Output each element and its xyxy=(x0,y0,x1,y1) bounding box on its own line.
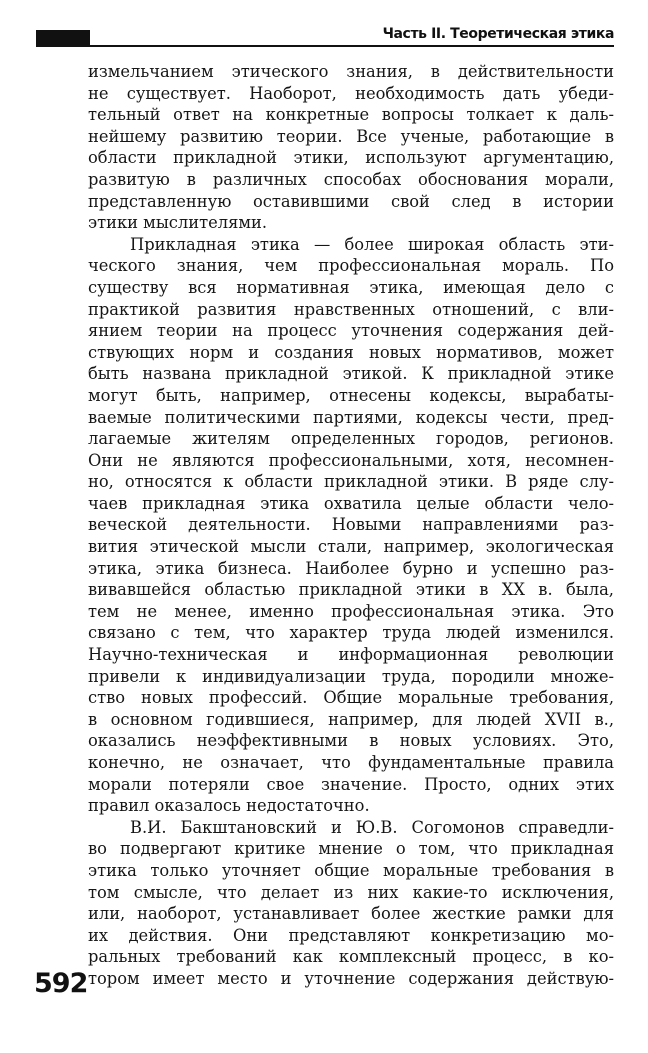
text-line: этика, этика бизнеса. Наиболее бурно и успешно раз- xyxy=(88,558,614,578)
text-line: веческой деятельности. Новыми направлениями раз- xyxy=(88,515,614,535)
text-line: лагаемые жителям определенных городов, регионов. xyxy=(88,429,614,449)
header-rule xyxy=(36,45,614,47)
text-line: их действия. Они представляют конкретизацию мо- xyxy=(88,925,614,945)
body-text xyxy=(88,61,614,990)
text-line: Они не являются профессиональными, хотя, несомнен- xyxy=(88,450,614,470)
text-line: могут быть, например, отнесены кодексы, вырабаты- xyxy=(88,385,614,405)
text-line: измельчанием этического знания, в действительности xyxy=(88,62,614,81)
text-line-paragraph-start: Прикладная этика — более широкая область эти- xyxy=(130,234,614,254)
text-line: этика только уточняет общие моральные требования в xyxy=(88,860,614,880)
text-line: этики мыслителями. xyxy=(88,213,268,233)
header-black-bar xyxy=(36,30,90,46)
text-line: чаев прикладная этика охватила целые области чело- xyxy=(88,493,614,513)
text-line: вивавшейся областью прикладной этики в XX в. была, xyxy=(88,580,614,600)
text-line: том смысле, что делает из них какие-то исключения, xyxy=(88,882,614,902)
text-line: не существует. Наоборот, необходимость дать убеди- xyxy=(88,83,614,103)
text-line: конечно, не означает, что фундаментальные правила xyxy=(88,753,614,772)
text-line: ральных требований как комплексный процесс, в ко- xyxy=(88,947,614,967)
text-line: тельный ответ на конкретные вопросы толкает к даль- xyxy=(88,105,614,125)
text-line: существу вся нормативная этика, имеющая дело с xyxy=(88,277,614,297)
text-line: правил оказалось недостаточно. xyxy=(88,796,370,816)
text-line: ческого знания, чем профессиональная мораль. По xyxy=(88,256,614,276)
text-line: морали потеряли свое значение. Просто, одних этих xyxy=(88,774,614,794)
text-line: ствующих норм и создания новых нормативов, может xyxy=(88,342,614,362)
text-line: быть названа прикладной этикой. К прикладной этике xyxy=(88,364,614,384)
text-line: или, наоборот, устанавливает более жесткие рамки для xyxy=(88,904,614,924)
text-line-paragraph-start: В.И. Бакштановский и Ю.В. Согомонов справедли- xyxy=(130,817,614,837)
text-line: Научно-техническая и информационная революции xyxy=(88,645,614,665)
running-head-title: Часть II. Теоретическая этика xyxy=(382,26,614,42)
text-line: янием теории на процесс уточнения содержания дей- xyxy=(88,321,614,341)
page-number: 592 xyxy=(34,968,88,999)
text-line: привели к индивидуализации труда, породили множе- xyxy=(88,666,614,686)
text-line: оказались неэффективными в новых условиях. Это, xyxy=(88,731,614,751)
text-line: области прикладной этики, используют аргументацию, xyxy=(88,148,614,168)
text-line: связано с тем, что характер труда людей изменился. xyxy=(88,623,614,643)
text-line: нейшему развитию теории. Все ученые, работающие в xyxy=(88,126,614,146)
text-line: практикой развития нравственных отношений, с вли- xyxy=(88,299,614,319)
text-line: тором имеет место и уточнение содержания действую- xyxy=(88,968,614,988)
text-line: тем не менее, именно профессиональная этика. Это xyxy=(88,601,614,621)
text-line: вития этической мысли стали, например, экологическая xyxy=(88,537,614,557)
text-line: развитую в различных способах обоснования морали, xyxy=(88,169,614,189)
text-line: в основном годившиеся, например, для людей XVII в., xyxy=(88,709,614,729)
text-line: ваемые политическими партиями, кодексы чести, пред- xyxy=(88,407,614,427)
text-line: представленную оставившими свой след в истории xyxy=(88,191,614,211)
text-line: ство новых профессий. Общие моральные требования, xyxy=(88,688,614,708)
text-line: во подвергают критике мнение о том, что прикладная xyxy=(88,839,614,859)
text-line: но, относятся к области прикладной этики. В ряде слу- xyxy=(88,472,614,492)
